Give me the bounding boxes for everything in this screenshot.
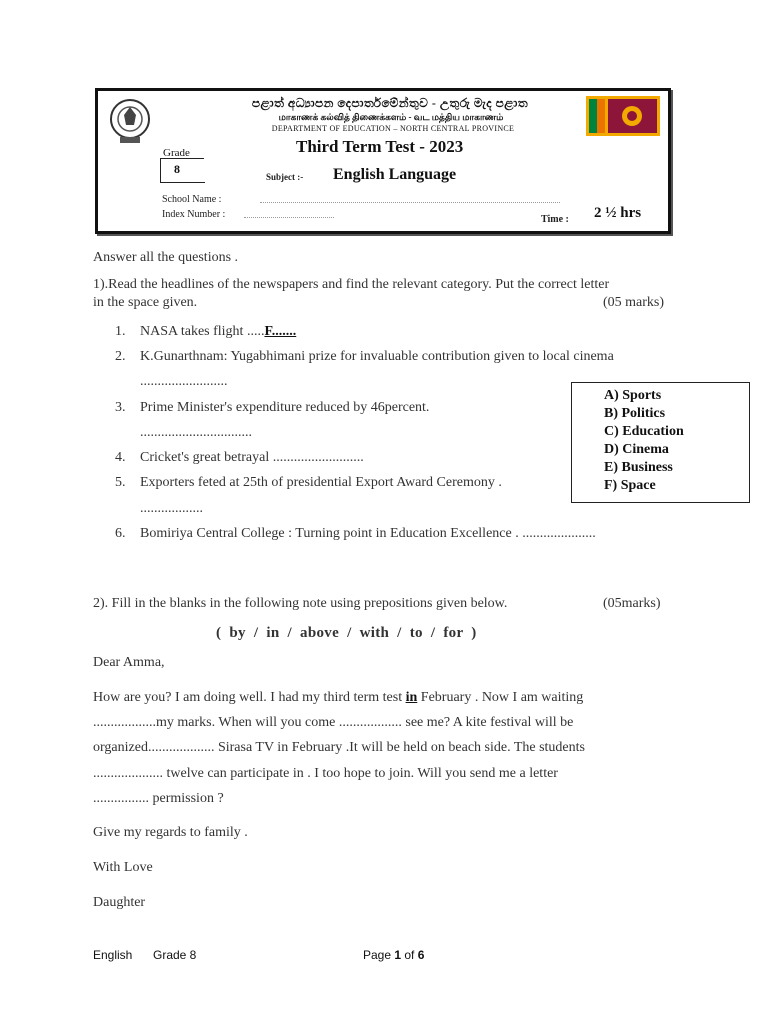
q1-item-number: 4. bbox=[115, 450, 126, 465]
q1-item-6-text[interactable]: Bomiriya Central College : Turning point in Education Excellence . ..................... bbox=[140, 526, 596, 541]
letter-line-1-answer[interactable]: in bbox=[405, 690, 418, 705]
q2-prompt: 2). Fill in the blanks in the following note using prepositions given below. bbox=[93, 596, 508, 611]
footer-subject: English bbox=[93, 948, 133, 962]
q1-item-2-text: K.Gunarthnam: Yugabhimani prize for invaluable contribution given to local cinema bbox=[140, 349, 614, 364]
category-option: F) Space bbox=[604, 478, 656, 493]
footer-page-total: 6 bbox=[417, 948, 425, 962]
q1-item-1-text: NASA takes flight ..... bbox=[140, 324, 265, 339]
letter-line-4[interactable]: .................... twelve can participate in . I too hope to join. Will you send me a letter bbox=[93, 766, 558, 781]
subject-label: Subject :- bbox=[266, 172, 304, 182]
time-label: Time : bbox=[541, 214, 569, 225]
q1-item-number: 3. bbox=[115, 400, 126, 415]
q1-item-number: 6. bbox=[115, 526, 126, 541]
instructions: Answer all the questions . bbox=[93, 250, 239, 265]
index-number-label: Index Number : bbox=[162, 209, 226, 220]
letter-line-1-end: February . Now I am waiting bbox=[417, 690, 584, 705]
school-name-label: School Name : bbox=[162, 194, 222, 205]
grade-box bbox=[160, 158, 205, 183]
q1-item-number: 1. bbox=[115, 324, 126, 339]
q2-marks: (05marks) bbox=[603, 596, 661, 611]
q1-item-5-blank[interactable]: .................. bbox=[140, 501, 203, 516]
letter-line-1 bbox=[93, 689, 583, 707]
header-tamil-title: மாகாணக் கல்வித் திணைக்களம் - வட மத்திய மாகாணம் bbox=[278, 112, 504, 122]
footer-page-mid: of bbox=[401, 948, 418, 962]
letter-greeting: Dear Amma, bbox=[93, 655, 165, 670]
q1-item-3-blank[interactable]: ................................ bbox=[140, 425, 252, 440]
header-department: DEPARTMENT OF EDUCATION – NORTH CENTRAL PROVINCE bbox=[271, 124, 515, 133]
school-name-field[interactable] bbox=[260, 202, 560, 203]
letter-closing: With Love bbox=[93, 860, 153, 875]
q1-item-1-answer[interactable]: F....... bbox=[264, 324, 297, 339]
letter-line-2[interactable]: ..................my marks. When will you come .................. see me? A kite festival will be bbox=[93, 715, 574, 730]
q1-item-number: 2. bbox=[115, 349, 126, 364]
q1-item-2-blank[interactable]: ......................... bbox=[140, 374, 228, 389]
category-options-box bbox=[571, 382, 750, 503]
q1-item-1 bbox=[140, 323, 296, 341]
subject-value: English Language bbox=[333, 166, 457, 183]
category-option: C) Education bbox=[604, 424, 684, 439]
q1-prompt-line2: in the space given. bbox=[93, 295, 198, 310]
category-option: D) Cinema bbox=[604, 442, 669, 457]
grade-label: Grade bbox=[163, 147, 190, 159]
q1-item-4-text[interactable]: Cricket's great betrayal .......................... bbox=[140, 450, 364, 465]
q1-item-number: 5. bbox=[115, 475, 126, 490]
footer-page-number bbox=[363, 948, 424, 962]
letter-regards: Give my regards to family . bbox=[93, 825, 248, 840]
test-title: Third Term Test - 2023 bbox=[296, 137, 464, 156]
q1-item-5-text: Exporters feted at 25th of presidential Export Award Ceremony . bbox=[140, 475, 502, 490]
q1-marks: (05 marks) bbox=[603, 295, 665, 310]
header-sinhala-title: පළාත් අධ්‍යාපන දෙපාර්තමේන්තුව - උතුරු මැද පළාත bbox=[251, 96, 529, 110]
time-value: 2 ½ hrs bbox=[594, 205, 642, 221]
index-number-field[interactable] bbox=[244, 217, 334, 218]
letter-signature: Daughter bbox=[93, 895, 146, 910]
q1-prompt-line1: 1).Read the headlines of the newspapers and find the relevant category. Put the correct letter bbox=[93, 277, 610, 292]
footer-page-prefix: Page bbox=[363, 948, 395, 962]
q1-item-3-text: Prime Minister's expenditure reduced by 46percent. bbox=[140, 400, 430, 415]
footer-grade: Grade 8 bbox=[153, 948, 197, 962]
footer-page-current: 1 bbox=[394, 948, 402, 962]
grade-value: 8 bbox=[174, 162, 180, 176]
q2-prepositions-list: ( by / in / above / with / to / for ) bbox=[216, 625, 477, 641]
category-option: A) Sports bbox=[604, 388, 662, 403]
category-option: B) Politics bbox=[604, 406, 666, 421]
provincial-crest-emblem bbox=[108, 95, 152, 147]
letter-line-3[interactable]: organized................... Sirasa TV in February .It will be held on beach side. The students bbox=[93, 740, 585, 755]
letter-line-5[interactable]: ................ permission ? bbox=[93, 791, 224, 806]
sri-lanka-flag-emblem bbox=[586, 96, 660, 136]
category-option: E) Business bbox=[604, 460, 673, 475]
letter-line-1-start: How are you? I am doing well. I had my third term test bbox=[93, 690, 406, 705]
